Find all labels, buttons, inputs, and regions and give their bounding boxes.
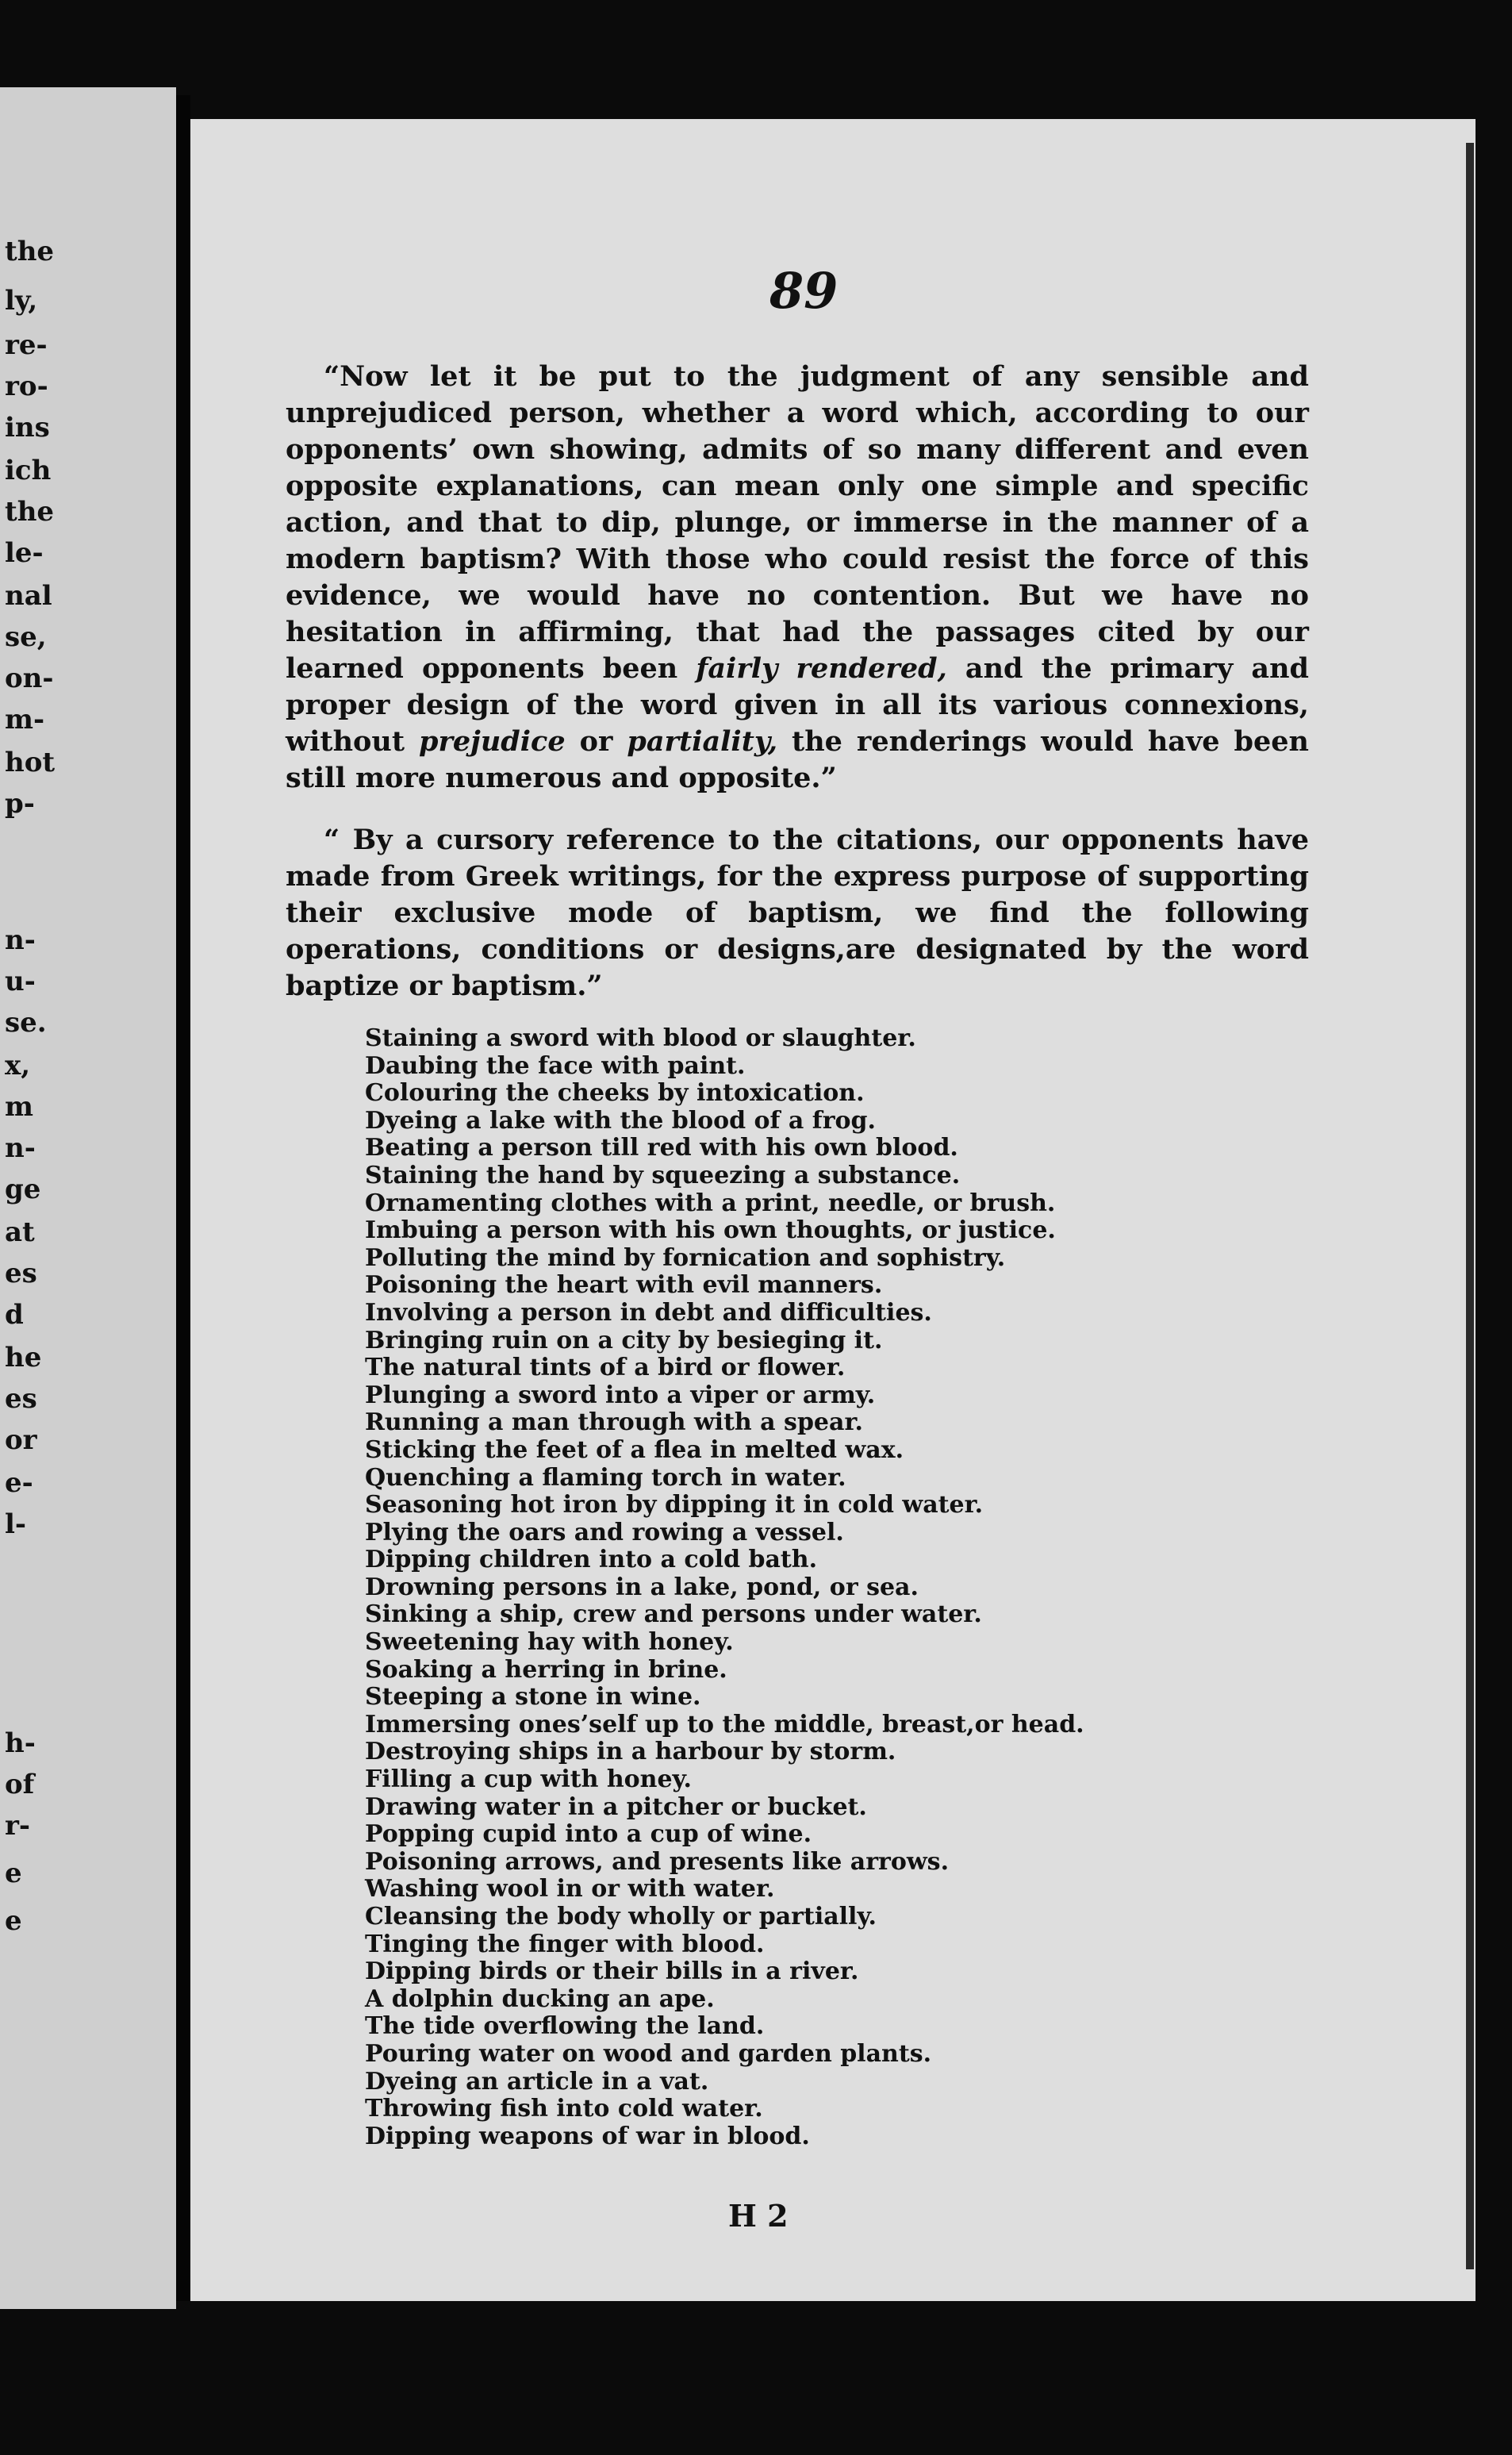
list-item: Drawing water in a pitcher or bucket. xyxy=(365,1792,867,1821)
left-page-text-fragment: ich xyxy=(5,455,52,486)
list-item: Involving a person in debt and difficulties. xyxy=(365,1298,932,1327)
left-page-text-fragment: ge xyxy=(5,1174,41,1205)
list-item: Dipping birds or their bills in a river. xyxy=(365,1957,859,1986)
left-page-text-fragment: se. xyxy=(5,1007,47,1039)
list-item: Filling a cup with honey. xyxy=(365,1765,692,1794)
paragraph-2-text: “ By a cursory reference to the citations, our opponents have made from Greek writings, for the express purpose of supporting their exclusive mode of baptism, we find the following operations, conditions or designs,are designated by the word baptize or baptism.” xyxy=(286,824,1309,1002)
list-item: Cleansing the body wholly or partially. xyxy=(365,1903,877,1931)
left-page-text-fragment: se, xyxy=(5,621,47,653)
list-item: Beating a person till red with his own blood. xyxy=(365,1134,958,1162)
list-item: Pouring water on wood and garden plants. xyxy=(365,2039,932,2068)
list-item: The natural tints of a bird or flower. xyxy=(365,1354,846,1382)
list-item: Soaking a herring in brine. xyxy=(365,1655,727,1684)
list-item: Poisoning the heart with evil manners. xyxy=(365,1271,883,1300)
list-item: Destroying ships in a harbour by storm. xyxy=(365,1738,896,1766)
list-item: Dipping children into a cold bath. xyxy=(365,1546,818,1574)
left-page-text-fragment: n- xyxy=(5,924,36,956)
baptize-usage-list xyxy=(365,1025,1198,2150)
left-page-text-fragment: hot xyxy=(5,747,56,778)
list-item: Polluting the mind by fornication and sophistry. xyxy=(365,1243,1006,1272)
list-item: Staining a sword with blood or slaughter. xyxy=(365,1024,916,1052)
list-item: Poisoning arrows, and presents like arrows. xyxy=(365,1847,950,1876)
adjacent-page-fragment xyxy=(0,87,176,2309)
left-page-text-fragment: the xyxy=(5,236,55,267)
paragraph-1-text-2: and the primary and proper design of the word given in all its various connexions, without xyxy=(286,652,1309,758)
list-item: The tide overflowing the land. xyxy=(365,2012,765,2041)
left-page-text-fragment: u- xyxy=(5,966,36,997)
list-item: Dyeing a lake with the blood of a frog. xyxy=(365,1106,876,1135)
left-page-text-fragment: nal xyxy=(5,580,52,612)
paragraph-1-text-1: “Now let it be put to the judgment of any sensible and unprejudiced person, whether a word which, according to our opponents’ own showing, admits of so many different and even opposite explanations, can mean only one simple and specific action, and that to dip, plunge, or immerse in the manner of a modern baptism? With those who could resist the force of this evidence, we would have no contention. But we have no hesitation in affirming, that had the passages cited by our learned opponents been xyxy=(286,360,1309,685)
left-page-text-fragment: le- xyxy=(5,537,44,569)
left-page-text-fragment: m- xyxy=(5,704,45,736)
left-page-text-fragment: l- xyxy=(5,1508,27,1540)
list-item: Bringing ruin on a city by besieging it. xyxy=(365,1326,883,1354)
left-page-text-fragment: n- xyxy=(5,1132,36,1164)
left-page-text-fragment: re- xyxy=(5,329,48,361)
left-page-text-fragment: m xyxy=(5,1091,33,1123)
quoted-paragraph-2 xyxy=(286,822,1309,1005)
left-page-text-fragment: he xyxy=(5,1342,42,1373)
list-item: Colouring the cheeks by intoxication. xyxy=(365,1079,865,1108)
list-item: Staining the hand by squeezing a substance. xyxy=(365,1161,961,1189)
page-edge-shadow xyxy=(1466,143,1474,2269)
left-page-text-fragment: d xyxy=(5,1299,24,1331)
list-item: Dipping weapons of war in blood. xyxy=(365,2122,810,2150)
left-page-text-fragment: ly, xyxy=(5,285,38,317)
left-page-text-fragment: ins xyxy=(5,412,50,444)
left-page-text-fragment: e xyxy=(5,1905,22,1937)
paragraph-1-text-3: or xyxy=(565,725,627,758)
list-item: Plying the oars and rowing a vessel. xyxy=(365,1518,844,1546)
left-page-text-fragment: r- xyxy=(5,1810,31,1842)
left-page-text-fragment: ro- xyxy=(5,371,48,402)
left-page-text-fragment: e xyxy=(5,1858,22,1889)
page-number: 89 xyxy=(769,262,839,320)
list-item: Plunging a sword into a viper or army. xyxy=(365,1381,876,1409)
list-item: Popping cupid into a cup of wine. xyxy=(365,1820,812,1849)
list-item: Imbuing a person with his own thoughts, or justice. xyxy=(365,1216,1056,1245)
left-page-text-fragment: the xyxy=(5,496,55,528)
paragraph-1-italic-3: partiality, xyxy=(627,725,778,758)
list-item: Seasoning hot iron by dipping it in cold water. xyxy=(365,1491,984,1519)
left-page-text-fragment: p- xyxy=(5,788,35,820)
paragraph-1-text-4: the renderings would have been still more numerous and opposite.” xyxy=(286,725,1310,794)
signature-mark: H 2 xyxy=(728,2198,789,2234)
left-page-text-fragment: e- xyxy=(5,1467,33,1499)
list-item: Sinking a ship, crew and persons under water. xyxy=(365,1600,982,1629)
list-item: Throwing fish into cold water. xyxy=(365,2095,763,2123)
left-page-text-fragment: or xyxy=(5,1424,37,1456)
list-item: Sweetening hay with honey. xyxy=(365,1628,734,1657)
list-item: Washing wool in or with water. xyxy=(365,1875,775,1904)
paragraph-1-italic-1: fairly rendered, xyxy=(696,652,947,685)
book-gutter xyxy=(176,95,190,2301)
list-item: Drowning persons in a lake, pond, or sea. xyxy=(365,1573,919,1601)
list-item: A dolphin ducking an ape. xyxy=(365,1984,715,2013)
paragraph-1-italic-2: prejudice xyxy=(418,725,566,758)
list-item: Quenching a flaming torch in water. xyxy=(365,1463,846,1492)
list-item: Sticking the feet of a flea in melted wax. xyxy=(365,1435,904,1464)
list-item: Tinging the finger with blood. xyxy=(365,1930,765,1958)
left-page-text-fragment: es xyxy=(5,1258,37,1289)
list-item: Dyeing an article in a vat. xyxy=(365,2067,709,2096)
left-page-text-fragment: of xyxy=(5,1769,35,1800)
list-item: Running a man through with a spear. xyxy=(365,1408,863,1437)
list-item: Immersing ones’self up to the middle, breast,or head. xyxy=(365,1710,1084,1738)
left-page-text-fragment: on- xyxy=(5,663,54,694)
left-page-text-fragment: at xyxy=(5,1216,35,1248)
left-page-text-fragment: h- xyxy=(5,1727,36,1759)
list-item: Daubing the face with paint. xyxy=(365,1051,746,1080)
list-item: Steeping a stone in wine. xyxy=(365,1683,701,1712)
left-page-text-fragment: x, xyxy=(5,1050,31,1082)
list-item: Ornamenting clothes with a print, needle, or brush. xyxy=(365,1189,1056,1217)
left-page-text-fragment: es xyxy=(5,1383,37,1415)
quoted-paragraph-1 xyxy=(286,359,1309,797)
